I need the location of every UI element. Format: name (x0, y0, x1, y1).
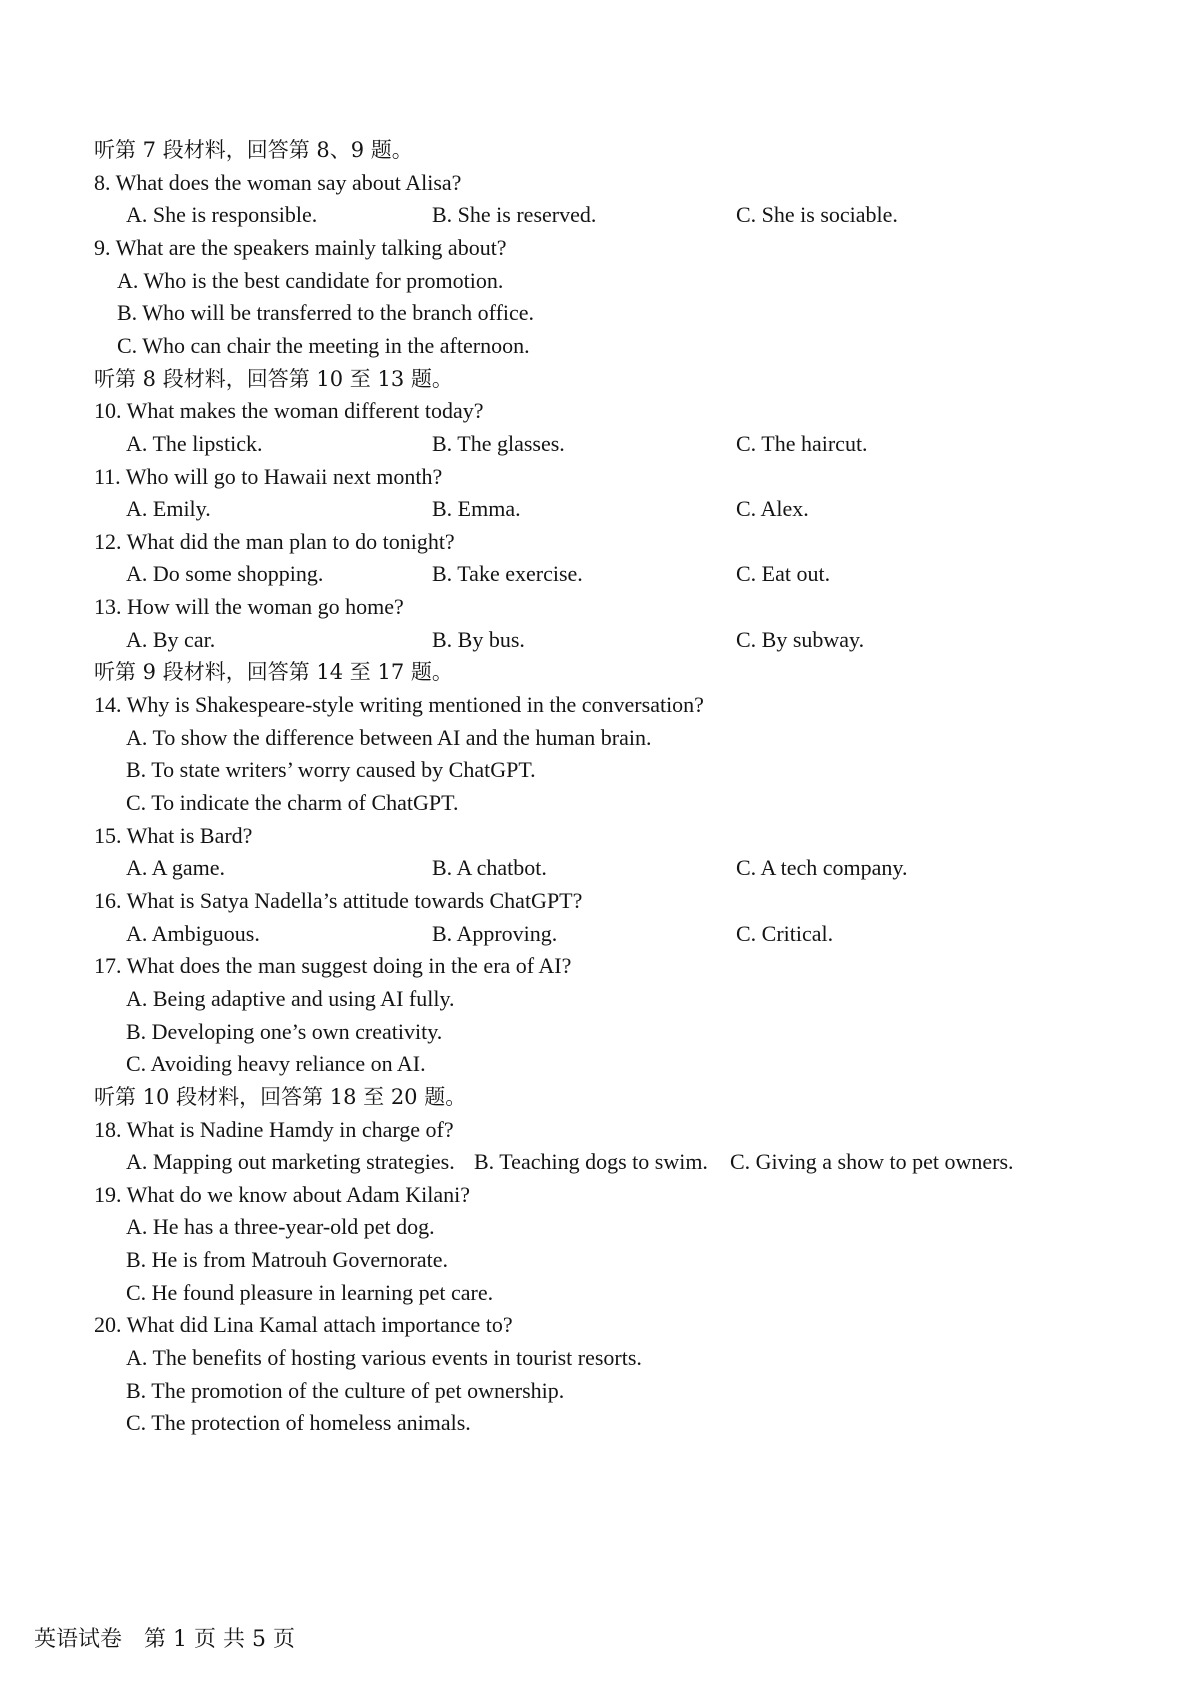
question-text: 19. What do we know about Adam Kilani? (94, 1181, 470, 1207)
question-text: 16. What is Satya Nadella’s attitude towards ChatGPT? (94, 887, 583, 913)
answer-option: C. He found pleasure in learning pet care. (126, 1279, 494, 1305)
answer-option: C. The protection of homeless animals. (126, 1410, 471, 1436)
answer-option: B. The glasses. (432, 430, 565, 456)
question-text: 8. What does the woman say about Alisa? (94, 169, 462, 195)
option-row (0, 1210, 1200, 1244)
answer-option: C. By subway. (736, 626, 865, 652)
answer-option: C. Who can chair the meeting in the afternoon. (117, 332, 530, 358)
question-row (0, 166, 1200, 200)
question-text: 14. Why is Shakespeare-style writing mentioned in the conversation? (94, 692, 704, 718)
option-row (0, 492, 1200, 526)
answer-option: A. Who is the best candidate for promotion. (117, 267, 504, 293)
section-row (0, 1080, 1200, 1114)
answer-option: A. Ambiguous. (126, 920, 260, 946)
option-row (0, 1145, 1200, 1179)
section-heading: 听第 7 段材料，回答第 8、9 题。 (94, 138, 413, 162)
section-row (0, 655, 1200, 689)
section-row (0, 362, 1200, 396)
answer-option: C. Alex. (736, 496, 809, 522)
question-text: 10. What makes the woman different today? (94, 398, 484, 424)
question-text: 17. What does the man suggest doing in the era of AI? (94, 953, 572, 979)
answer-option: C. Eat out. (736, 561, 831, 587)
answer-option: B. She is reserved. (432, 202, 597, 228)
option-row (0, 753, 1200, 787)
answer-option: B. Emma. (432, 496, 521, 522)
question-row (0, 949, 1200, 983)
option-row (0, 623, 1200, 657)
option-row (0, 557, 1200, 591)
answer-option: B. The promotion of the culture of pet ownership. (126, 1377, 565, 1403)
answer-option: B. A chatbot. (432, 855, 547, 881)
question-text: 15. What is Bard? (94, 822, 253, 848)
question-row (0, 231, 1200, 265)
answer-option: C. Critical. (736, 920, 834, 946)
option-row (0, 296, 1200, 330)
answer-option: A. The benefits of hosting various events in tourist resorts. (126, 1345, 642, 1371)
question-text: 9. What are the speakers mainly talking about? (94, 234, 507, 260)
option-row (0, 1341, 1200, 1375)
option-row (0, 1374, 1200, 1408)
question-text: 18. What is Nadine Hamdy in charge of? (94, 1116, 454, 1142)
question-text: 20. What did Lina Kamal attach importance to? (94, 1312, 513, 1338)
answer-option: B. Who will be transferred to the branch office. (117, 300, 535, 326)
answer-option: C. She is sociable. (736, 202, 898, 228)
option-row (0, 427, 1200, 461)
answer-option: A. She is responsible. (126, 202, 318, 228)
answer-option: A. A game. (126, 855, 225, 881)
answer-option: C. Giving a show to pet owners. (730, 1149, 1014, 1175)
answer-option: A. The lipstick. (126, 430, 263, 456)
question-row (0, 884, 1200, 918)
section-heading: 听第 10 段材料，回答第 18 至 20 题。 (94, 1084, 467, 1109)
answer-option: A. Being adaptive and using AI fully. (126, 985, 455, 1011)
question-row (0, 1113, 1200, 1147)
answer-option: A. He has a three-year-old pet dog. (126, 1214, 435, 1240)
question-row (0, 819, 1200, 853)
question-row (0, 460, 1200, 494)
question-text: 13. How will the woman go home? (94, 594, 404, 620)
option-row (0, 917, 1200, 951)
answer-option: A. Emily. (126, 496, 211, 522)
option-row (0, 1047, 1200, 1081)
question-row (0, 525, 1200, 559)
answer-option: C. To indicate the charm of ChatGPT. (126, 790, 459, 815)
answer-option: B. To state writers’ worry caused by ChatGPT. (126, 757, 536, 783)
answer-option: A. By car. (126, 626, 216, 652)
question-row (0, 394, 1200, 428)
question-row (0, 688, 1200, 722)
option-row (0, 1243, 1200, 1277)
question-row (0, 1178, 1200, 1212)
option-row (0, 264, 1200, 298)
option-row (0, 329, 1200, 363)
question-row (0, 590, 1200, 624)
option-row (0, 851, 1200, 885)
answer-option: B. Developing one’s own creativity. (126, 1018, 443, 1044)
answer-option: B. He is from Matrouh Governorate. (126, 1247, 448, 1273)
option-row (0, 1406, 1200, 1440)
section-heading: 听第 8 段材料，回答第 10 至 13 题。 (94, 366, 453, 391)
option-row (0, 1015, 1200, 1049)
question-text: 11. Who will go to Hawaii next month? (94, 463, 443, 489)
section-row (0, 133, 1200, 167)
option-row (0, 198, 1200, 232)
section-heading: 听第 9 段材料，回答第 14 至 17 题。 (94, 660, 453, 685)
question-text: 12. What did the man plan to do tonight? (94, 528, 455, 554)
option-row (0, 982, 1200, 1016)
answer-option: A. Mapping out marketing strategies. (126, 1149, 455, 1175)
option-row (0, 721, 1200, 755)
answer-option: B. Take exercise. (432, 561, 583, 587)
answer-option: A. To show the difference between AI and the human brain. (126, 724, 652, 750)
answer-option: A. Do some shopping. (126, 561, 324, 587)
answer-option: B. Teaching dogs to swim. (474, 1149, 708, 1175)
answer-option: B. By bus. (432, 626, 525, 652)
question-row (0, 1308, 1200, 1342)
option-row (0, 1276, 1200, 1310)
option-row (0, 786, 1200, 820)
answer-option: C. A tech company. (736, 855, 908, 881)
answer-option: B. Approving. (432, 920, 558, 946)
answer-option: C. Avoiding heavy reliance on AI. (126, 1051, 426, 1077)
page-footer: 英语试卷 第 1 页 共 5 页 (34, 1627, 295, 1652)
answer-option: C. The haircut. (736, 430, 868, 456)
